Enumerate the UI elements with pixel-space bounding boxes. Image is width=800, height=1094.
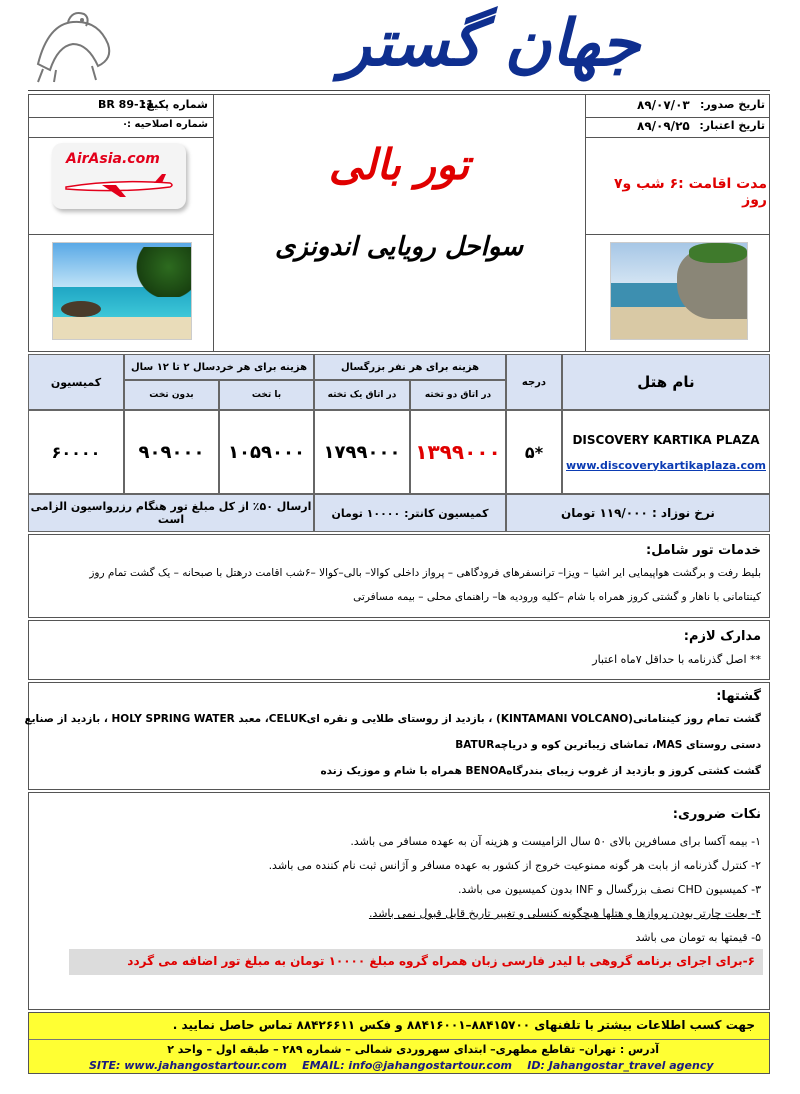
infant-cell [506,494,770,532]
issue-label: تاریخ صدور: [699,98,765,111]
tour-title: تور بالی [328,140,470,189]
adult-header-cell [314,354,506,380]
counter-commission: کمیسیون کانتر: ۱۰۰۰۰ تومان [331,506,489,520]
hotel-header: نام هتل [637,373,695,391]
note-3: ۳- کمیسیون CHD نصف بزرگسال و INF بدون کمیسیون می باشد. [457,883,761,896]
services-title: خدمات تور شامل: [646,543,761,558]
commission-header: کمیسیون [50,375,102,389]
documents-title: مدارک لازم: [683,629,761,644]
child-header-cell [124,354,314,380]
row-grade-cell [506,410,562,494]
beach-photo-right [610,242,748,340]
right-row-line-1 [585,117,770,118]
beach-photo-left [52,242,192,340]
note-2: ۲- کنترل گذرنامه از بابت هر گونه ممنوعیت خروج از کشور به عهده مسافر و آژانس ثبت نام کننده می باشد. [268,859,761,872]
child-nobed-cell [124,380,219,410]
adult-single-header: در اتاق یک تخته [327,390,397,400]
issue-field [589,98,767,116]
package-field [32,98,210,116]
airasia-logo [52,143,186,209]
row-child-nobed: ۹۰۹۰۰۰ [138,441,205,463]
footer [28,1012,770,1074]
tour-subtitle: سواحل رویایی اندونزی [274,232,524,262]
header-divider [28,90,770,91]
airasia-logo-text: AirAsia.com [66,151,160,167]
commission-header-cell [28,354,124,410]
row-commission: ۶۰۰۰۰ [51,442,101,462]
grade-header: درجه [521,376,547,388]
note-4: ۴- بعلت چارتر بودن پروازها و هتلها هیچگونه کنسلی و تغییر تاریخ قابل قبول نمی باشد. [368,907,761,920]
hotel-header-cell [562,354,770,410]
brand-title: جهان گستر [339,7,641,81]
left-column-divider [213,94,214,352]
amend-label: شماره اصلاحیه : [127,119,208,130]
row-hotel-cell [562,410,770,494]
row-child-nobed-cell [124,410,219,494]
deposit-note: ارسال ۵۰٪ از کل مبلغ تور هنگام رزرواسیون الزامی است [30,500,312,526]
tours-line-2: دستی روستای MAS، تماشای زیباترین کوه و دریاچهBATUR [455,739,761,751]
row-double-cell [410,410,506,494]
package-label: شماره پکیج: [141,98,208,111]
adult-double-cell [410,380,506,410]
right-row-line-3 [585,234,770,235]
deposit-cell [28,494,314,532]
row-single: ۱۷۹۹۰۰۰ [323,441,401,463]
issue-value: ۸۹/۰۷/۰۳ [637,98,690,112]
notes-section [28,792,770,1010]
note-6: ۶-برای اجرای برنامه گروهی با لیدر فارسی زبان همراه گروه مبلغ ۱۰۰۰۰ تومان به مبلغ تور اضافه می گردد [127,954,755,968]
row-grade: ۵* [524,442,544,462]
documents-section [28,620,770,680]
price-table [28,354,770,532]
package-value: BR 89-11 [98,98,154,111]
note-1: ۱- بیمه آکسا برای مسافرین بالای ۵۰ سال الزامیست و هزینه آن به عهده مسافر می باشد. [350,835,761,848]
amend-value: ۰ [122,119,129,130]
child-nobed-header: بدون تخت [149,390,194,400]
tours-title: گشتها: [716,689,761,704]
row-child-bed-cell [219,410,314,494]
row-commission-cell [28,410,124,494]
tours-section [24,682,770,790]
note-5: ۵- قیمتها به تومان می باشد [635,931,761,944]
child-bed-header: با تخت [251,390,282,400]
infant-rate: نرخ نوزاد : ۱۱۹/۰۰۰ تومان [561,506,715,520]
lion-logo-icon [28,4,118,84]
hotel-website-link[interactable]: www.discoverykartikaplaza.com [566,458,766,472]
tours-line-1: گشت تمام روز کینتامانی(KINTAMANI VOLCANO) ، بازدید از روستای طلایی و نقره ایCELUK، معبد HOLY SPRING WATER ، بازدید از صنایع [24,713,761,725]
right-column-divider [585,94,586,352]
notes-title: نکات ضروری: [672,807,761,822]
row-double: ۱۳۹۹۰۰۰ [415,440,501,464]
stay-duration: مدت اقامت :۶ شب و۷ روز [613,176,767,208]
adult-header: هزینه برای هر نفر بزرگسال [340,361,480,373]
brand-header [0,0,800,92]
adult-double-header: در اتاق دو تخته [424,390,492,400]
adult-single-cell [314,380,410,410]
row-child-bed: ۱۰۵۹۰۰۰ [228,441,305,463]
services-line-2: کینتامانی با ناهار و گشتی کروز همراه با شام –کلیه ورودیه ها– راهنمای محلی – بیمه مسافرتی [353,591,761,603]
services-line-1: بلیط رفت و برگشت هواپیمایی ایر اشیا – ویزا– ترانسفرهای فرودگاهی – پرواز داخلی کوالا– بالی–کوالا –۶شب اقامت درهتل با صبحانه – یک گشت تمام روز [89,567,761,579]
grade-header-cell [506,354,562,410]
airplane-icon [62,171,178,201]
footer-web[interactable]: SITE: www.jahangostartour.com EMAIL: info@jahangostartour.com ID: Jahangostar_travel agency [89,1059,714,1072]
valid-field [589,119,767,135]
right-row-line-2 [585,137,770,138]
row-hotel-name: DISCOVERY KARTIKA PLAZA [572,432,760,447]
left-row-line-2 [28,137,213,138]
tours-line-3: گشت کشتی کروز و بازدید از غروب زیبای بندرگاهBENOA همراه با شام و موزیک زنده [320,765,761,777]
services-section [28,534,770,618]
footer-contact: جهت کسب اطلاعات بیشتر با تلفنهای ۸۸۴۱۵۷۰۰–۸۸۴۱۶۰۰۱ و فکس ۸۸۴۲۶۶۱۱ تماس حاصل نمایید . [172,1018,755,1032]
documents-line-1: ** اصل گذرنامه با حداقل ۷ماه اعتبار [592,653,761,666]
row-single-cell [314,410,410,494]
child-bed-cell [219,380,314,410]
counter-commission-cell [314,494,506,532]
child-header: هزینه برای هر خردسال ۲ تا ۱۲ سال [130,361,308,373]
footer-divider [29,1039,769,1040]
valid-label: تاریخ اعتبار: [699,119,765,132]
valid-value: ۸۹/۰۹/۲۵ [637,119,690,133]
footer-address: آدرس : تهران– تقاطع مطهری– ابتدای سهروردی شمالی – شماره ۲۸۹ – طبقه اول – واحد ۲ [167,1043,659,1056]
left-row-line-1 [28,117,213,118]
amend-field [32,119,210,135]
left-row-line-3 [28,234,213,235]
